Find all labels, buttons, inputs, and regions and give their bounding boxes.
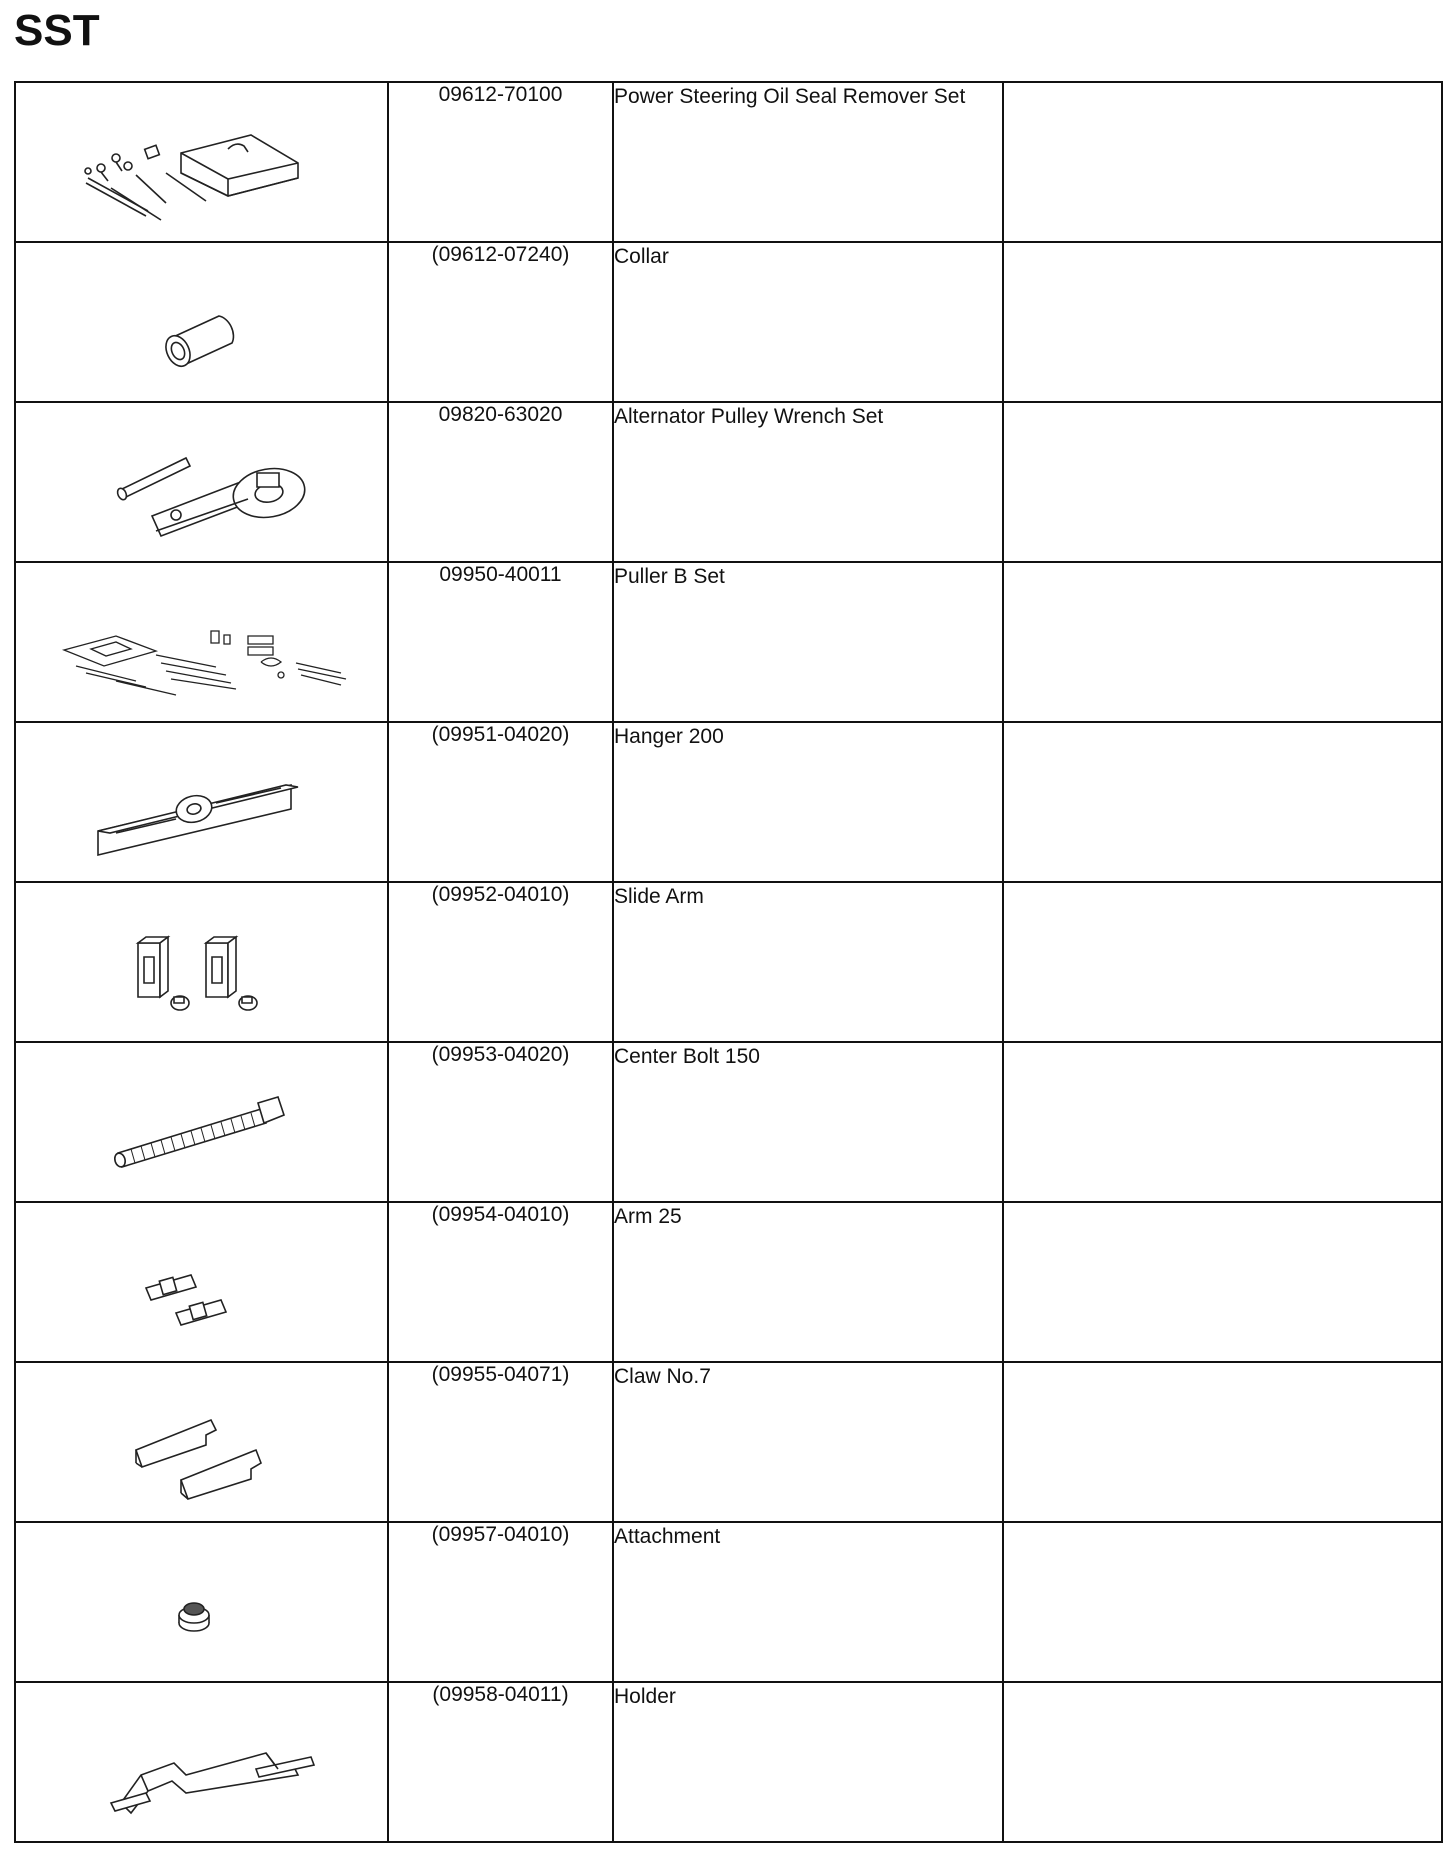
part-number: 09950-40011 bbox=[388, 562, 613, 722]
table-row bbox=[15, 402, 1442, 562]
notes-cell bbox=[1003, 1522, 1442, 1682]
notes-cell bbox=[1003, 562, 1442, 722]
tool-name: Claw No.7 bbox=[613, 1362, 1003, 1522]
tool-illustration-cell bbox=[15, 722, 388, 882]
tool-illustration-cell bbox=[15, 1522, 388, 1682]
seal-remover-set-icon bbox=[16, 83, 389, 241]
notes-cell bbox=[1003, 242, 1442, 402]
table-row bbox=[15, 722, 1442, 882]
puller-b-set-icon bbox=[16, 563, 389, 721]
notes-cell bbox=[1003, 1202, 1442, 1362]
notes-cell bbox=[1003, 82, 1442, 242]
tool-illustration-cell bbox=[15, 402, 388, 562]
slide-arm-icon bbox=[16, 883, 389, 1041]
notes-cell bbox=[1003, 882, 1442, 1042]
tool-illustration-cell bbox=[15, 242, 388, 402]
notes-cell bbox=[1003, 1042, 1442, 1202]
tool-name: Slide Arm bbox=[613, 882, 1003, 1042]
notes-cell bbox=[1003, 402, 1442, 562]
holder-icon bbox=[16, 1683, 389, 1841]
tool-illustration-cell bbox=[15, 882, 388, 1042]
part-number: (09952-04010) bbox=[388, 882, 613, 1042]
table-row bbox=[15, 1682, 1442, 1842]
tool-illustration-cell bbox=[15, 562, 388, 722]
notes-cell bbox=[1003, 1362, 1442, 1522]
tool-illustration-cell bbox=[15, 1202, 388, 1362]
page-title: SST bbox=[14, 6, 100, 55]
table-row bbox=[15, 1042, 1442, 1202]
part-number: (09612-07240) bbox=[388, 242, 613, 402]
part-number: 09820-63020 bbox=[388, 402, 613, 562]
part-number: (09954-04010) bbox=[388, 1202, 613, 1362]
tool-name: Arm 25 bbox=[613, 1202, 1003, 1362]
tool-name: Collar bbox=[613, 242, 1003, 402]
table-row bbox=[15, 562, 1442, 722]
part-number: 09612-70100 bbox=[388, 82, 613, 242]
arm-icon bbox=[16, 1203, 389, 1361]
collar-icon bbox=[16, 243, 389, 401]
table-row bbox=[15, 1202, 1442, 1362]
tool-illustration-cell bbox=[15, 1042, 388, 1202]
tool-name: Power Steering Oil Seal Remover Set bbox=[613, 82, 1003, 242]
tool-name: Alternator Pulley Wrench Set bbox=[613, 402, 1003, 562]
hanger-icon bbox=[16, 723, 389, 881]
part-number: (09955-04071) bbox=[388, 1362, 613, 1522]
tool-illustration-cell bbox=[15, 1682, 388, 1842]
notes-cell bbox=[1003, 1682, 1442, 1842]
tool-illustration-cell bbox=[15, 82, 388, 242]
table-row bbox=[15, 882, 1442, 1042]
table-row bbox=[15, 1362, 1442, 1522]
attachment-icon bbox=[16, 1523, 389, 1681]
tool-name: Holder bbox=[613, 1682, 1003, 1842]
tool-name: Center Bolt 150 bbox=[613, 1042, 1003, 1202]
claw-icon bbox=[16, 1363, 389, 1521]
part-number: (09953-04020) bbox=[388, 1042, 613, 1202]
sst-table bbox=[14, 81, 1443, 1843]
table-row bbox=[15, 242, 1442, 402]
part-number: (09957-04010) bbox=[388, 1522, 613, 1682]
center-bolt-icon bbox=[16, 1043, 389, 1201]
part-number: (09958-04011) bbox=[388, 1682, 613, 1842]
notes-cell bbox=[1003, 722, 1442, 882]
tool-illustration-cell bbox=[15, 1362, 388, 1522]
pulley-wrench-set-icon bbox=[16, 403, 389, 561]
tool-name: Attachment bbox=[613, 1522, 1003, 1682]
table-row bbox=[15, 82, 1442, 242]
part-number: (09951-04020) bbox=[388, 722, 613, 882]
table-row bbox=[15, 1522, 1442, 1682]
tool-name: Puller B Set bbox=[613, 562, 1003, 722]
tool-name: Hanger 200 bbox=[613, 722, 1003, 882]
